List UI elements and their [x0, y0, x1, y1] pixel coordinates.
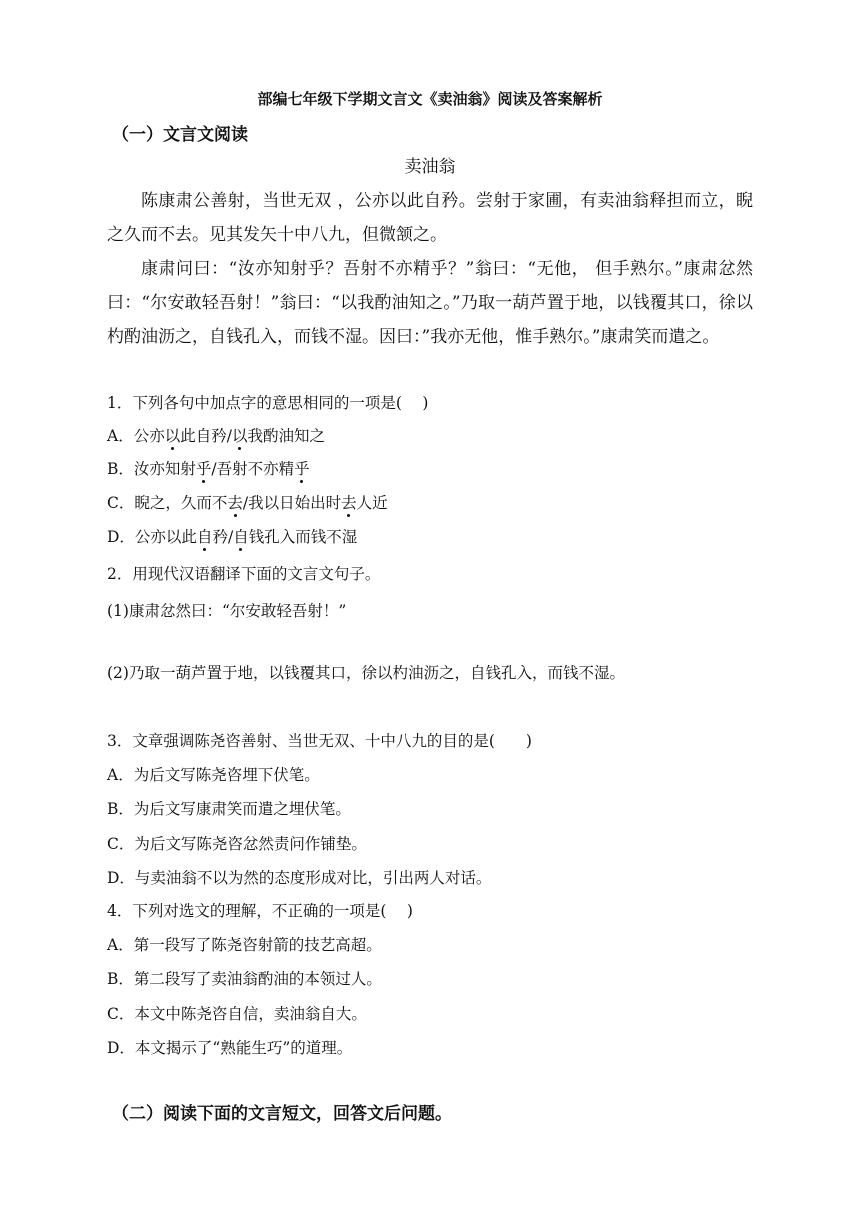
q1-c-text: /我以日始出时 — [242, 494, 342, 512]
q4-option-d: D．本文揭示了“熟能生巧”的道理。 — [107, 1039, 353, 1057]
q1-b-dotted-char: 乎 — [195, 460, 212, 478]
q2-item-2: (2)乃取一葫芦置于地，以钱覆其口，徐以杓油沥之，自钱孔入，而钱不湿。 — [107, 664, 625, 682]
q3-option-c: C．为后文写陈尧咨忿然责问作铺垫。 — [107, 835, 367, 853]
q1-b-dotted-char: 乎 — [294, 460, 310, 478]
q1-option-b — [107, 458, 310, 480]
q1-b-text: /吾射不亦精 — [211, 460, 295, 478]
passage-title: 卖油翁 — [404, 157, 456, 177]
document-title: 部编七年级下学期文言文《卖油翁》阅读及答案解析 — [257, 90, 603, 108]
q1-d-dotted-char: 自 — [196, 528, 213, 546]
q3-option-b: B．为后文写康肃笑而遣之埋伏笔。 — [107, 800, 351, 818]
q1-option-c — [107, 492, 388, 514]
q1-option-a — [107, 425, 325, 447]
q4-stem: 4．下列对选文的理解，不正确的一项是( ) — [107, 902, 413, 920]
q1-a-dotted-char: 以 — [164, 427, 181, 445]
passage-paragraph-1: 陈康肃公善射，当世无双 ，公亦以此自矜。尝射于家圃，有卖油翁释担而立，睨之久而不去。见其发矢十中八九，但微颔之。 — [107, 191, 753, 245]
q1-d-dotted-char: 自 — [233, 528, 249, 546]
q1-a-dotted-char: 以 — [231, 427, 248, 445]
q1-stem: 1．下列各句中加点字的意思相同的一项是( ) — [107, 394, 429, 412]
q1-c-dotted-char: 去 — [341, 494, 357, 512]
q1-d-text: D．公亦以此 — [107, 528, 197, 546]
q3-stem: 3．文章强调陈尧咨善射、当世无双、十中八九的目的是( ) — [107, 732, 532, 750]
q2-stem: 2．用现代汉语翻译下面的文言文句子。 — [107, 565, 381, 583]
passage-paragraph-2: 康肃问曰：“汝亦知射乎？吾射不亦精乎？”翁曰：“无他， 但手熟尔。”康肃忿然曰：“尔安敢轻吾射！”翁曰：“以我酌油知之。”乃取一葫芦置于地，以钱覆其口，徐以杓酌油沥之，自钱孔入，而钱不湿。因曰：”我亦无他，惟手熟尔。”康肃笑而遣之。 — [107, 259, 753, 347]
q3-option-a: A．为后文写陈尧咨埋下伏笔。 — [107, 766, 320, 784]
q4-option-b: B．第二段写了卖油翁酌油的本领过人。 — [107, 970, 382, 988]
q1-c-text: C．睨之，久而不 — [107, 494, 228, 512]
section-1-heading: （一）文言文阅读 — [112, 125, 248, 145]
q3-option-d: D．与卖油翁不以为然的态度形成对比，引出两人对话。 — [107, 869, 492, 887]
q4-option-c: C．本文中陈尧咨自信，卖油翁自大。 — [107, 1005, 367, 1023]
q1-a-text: 我酌油知之 — [247, 427, 325, 445]
q1-a-text: 此自矜/ — [180, 427, 232, 445]
q2-item-1: (1)康肃忿然曰：“尔安敢轻吾射！” — [107, 602, 347, 620]
q1-option-d — [107, 526, 357, 548]
q1-c-text: 人近 — [356, 494, 388, 512]
q1-b-text: B．汝亦知射 — [107, 460, 196, 478]
q1-d-text: 矜/ — [212, 528, 234, 546]
q1-d-text: 钱孔入而钱不湿 — [248, 528, 358, 546]
section-2-heading: （二）阅读下面的文言短文，回答文后问题。 — [112, 1104, 452, 1124]
q1-c-dotted-char: 去 — [227, 494, 243, 512]
q4-option-a: A．第一段写了陈尧咨射箭的技艺高超。 — [107, 936, 382, 954]
q1-a-text: A．公亦 — [107, 427, 165, 445]
